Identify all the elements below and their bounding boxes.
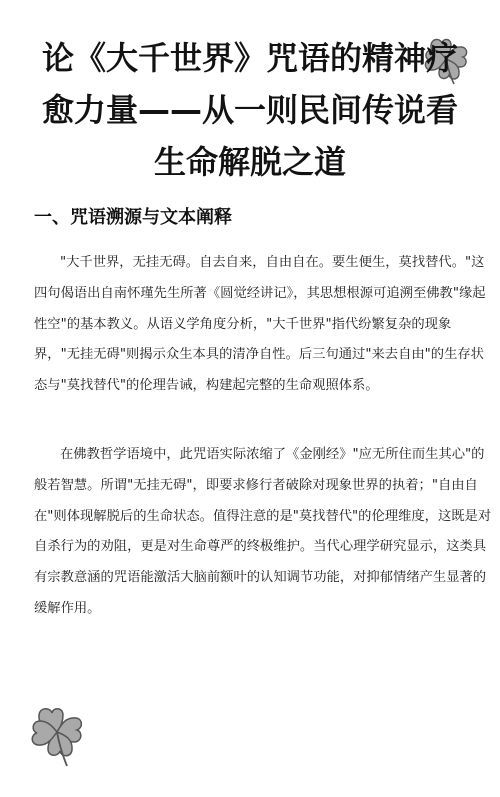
- paragraph: [34, 248, 486, 402]
- text-line: 界，"无挂无碍"则揭示众生本具的清净自性。后三句通过"来去自由"的生存状: [34, 347, 484, 363]
- title-line: 愈力量——从一则民间传说看: [41, 91, 458, 129]
- text-line: 四句偈语出自南怀瑾先生所著《圆觉经讲记》，其思想根源可追溯至佛教"缘起: [34, 285, 486, 301]
- title-line: 论《大千世界》咒语的精神疗: [41, 39, 458, 77]
- page-title: [20, 32, 480, 188]
- text-line: 自杀行为的劝阻，更是对生命尊严的终极维护。当代心理学研究显示，这类具: [34, 539, 487, 555]
- text-line: 在佛教哲学语境中，此咒语实际浓缩了《金刚经》"应无所住而生其心"的: [60, 447, 485, 462]
- text-line: 性空"的基本教义。从语义学角度分析，"大千世界"指代纷繁复杂的现象: [34, 316, 452, 332]
- text-line: 态与"莫找替代"的伦理告诫，构建起完整的生命观照体系。: [34, 378, 379, 394]
- text-line: 在"则体现解脱后的生命状态。值得注意的是"莫找替代"的伦理维度，这既是对: [34, 508, 492, 524]
- section-heading: 一、咒语溯源与文本阐释: [34, 207, 232, 228]
- text-line: 般若智慧。所谓"无挂无碍"，即要求修行者破除对现象世界的执着；"自由自: [34, 477, 478, 493]
- text-line: "大千世界，无挂无碍。自去自来，自由自在。要生便生，莫找替代。"这: [60, 255, 485, 270]
- text-line: 有宗教意涵的咒语能激活大脑前额叶的认知调节功能，对抑郁情绪产生显著的: [34, 570, 487, 586]
- paragraph: [34, 440, 492, 625]
- title-line: 生命解脱之道: [153, 143, 346, 181]
- text-line: 缓解作用。: [34, 600, 101, 616]
- four-leaf-clover-icon: [26, 700, 88, 774]
